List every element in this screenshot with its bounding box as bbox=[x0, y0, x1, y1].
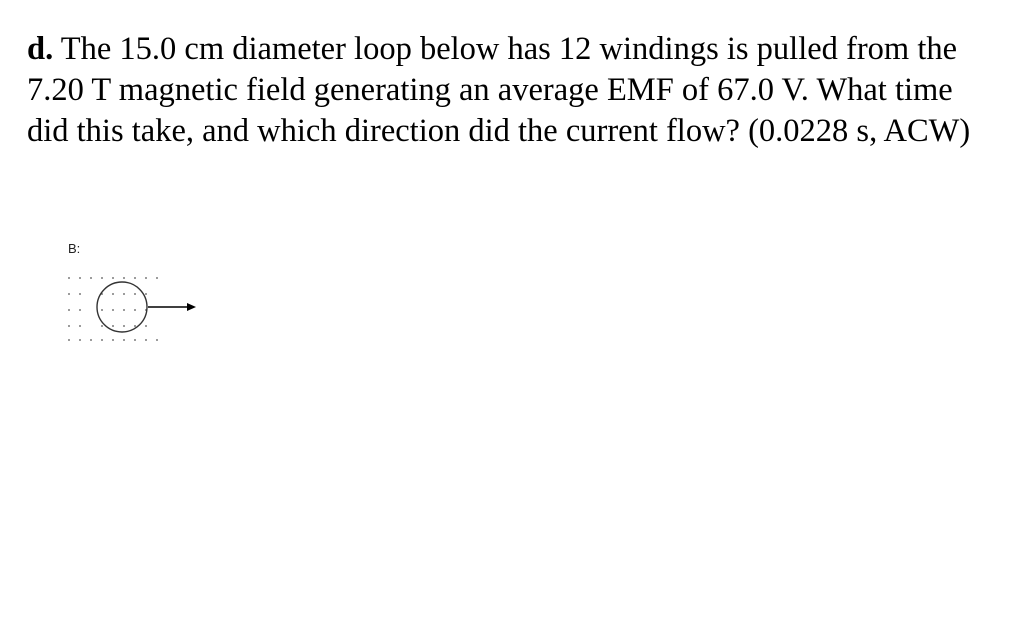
field-dot bbox=[123, 293, 125, 295]
field-dot bbox=[145, 325, 147, 327]
field-dot bbox=[79, 339, 81, 341]
field-dot bbox=[123, 339, 125, 341]
field-dot bbox=[134, 325, 136, 327]
loop-diagram bbox=[60, 236, 210, 351]
field-dot bbox=[68, 309, 70, 311]
field-dot bbox=[68, 277, 70, 279]
field-dot bbox=[134, 293, 136, 295]
field-dot bbox=[145, 277, 147, 279]
field-dot bbox=[112, 339, 114, 341]
loop-diagram-drawing bbox=[60, 236, 210, 351]
field-dot bbox=[123, 309, 125, 311]
problem-statement bbox=[27, 29, 1002, 152]
field-dot bbox=[68, 293, 70, 295]
field-dot bbox=[68, 339, 70, 341]
field-dot bbox=[101, 277, 103, 279]
field-dot bbox=[134, 339, 136, 341]
field-dot bbox=[79, 277, 81, 279]
field-dot bbox=[123, 277, 125, 279]
field-dot bbox=[123, 325, 125, 327]
problem-label: d. bbox=[27, 31, 54, 67]
field-dot bbox=[112, 309, 114, 311]
wire-loop bbox=[97, 282, 147, 332]
pull-direction-arrow-head bbox=[187, 303, 196, 311]
field-dot bbox=[101, 339, 103, 341]
field-dot bbox=[134, 309, 136, 311]
field-dot bbox=[156, 339, 158, 341]
field-dot bbox=[79, 309, 81, 311]
field-dot bbox=[156, 277, 158, 279]
field-dot bbox=[112, 325, 114, 327]
magnetic-field-dots bbox=[68, 277, 158, 341]
field-dot bbox=[134, 277, 136, 279]
field-dot bbox=[79, 293, 81, 295]
field-dot bbox=[101, 325, 103, 327]
magnetic-field-label: B: bbox=[68, 241, 81, 256]
problem-body: The 15.0 cm diameter loop below has 12 windings is pulled from the 7.20 T magnetic field generating an average EMF of 67.0 V. What time did this take, and which direction did the current flow? (0.0228 s, ACW) bbox=[27, 31, 971, 149]
field-dot bbox=[112, 277, 114, 279]
field-dot bbox=[90, 277, 92, 279]
field-dot bbox=[101, 309, 103, 311]
field-dot bbox=[112, 293, 114, 295]
field-dot bbox=[145, 339, 147, 341]
field-dot bbox=[145, 293, 147, 295]
field-dot bbox=[79, 325, 81, 327]
field-dot bbox=[68, 325, 70, 327]
field-dot bbox=[90, 339, 92, 341]
